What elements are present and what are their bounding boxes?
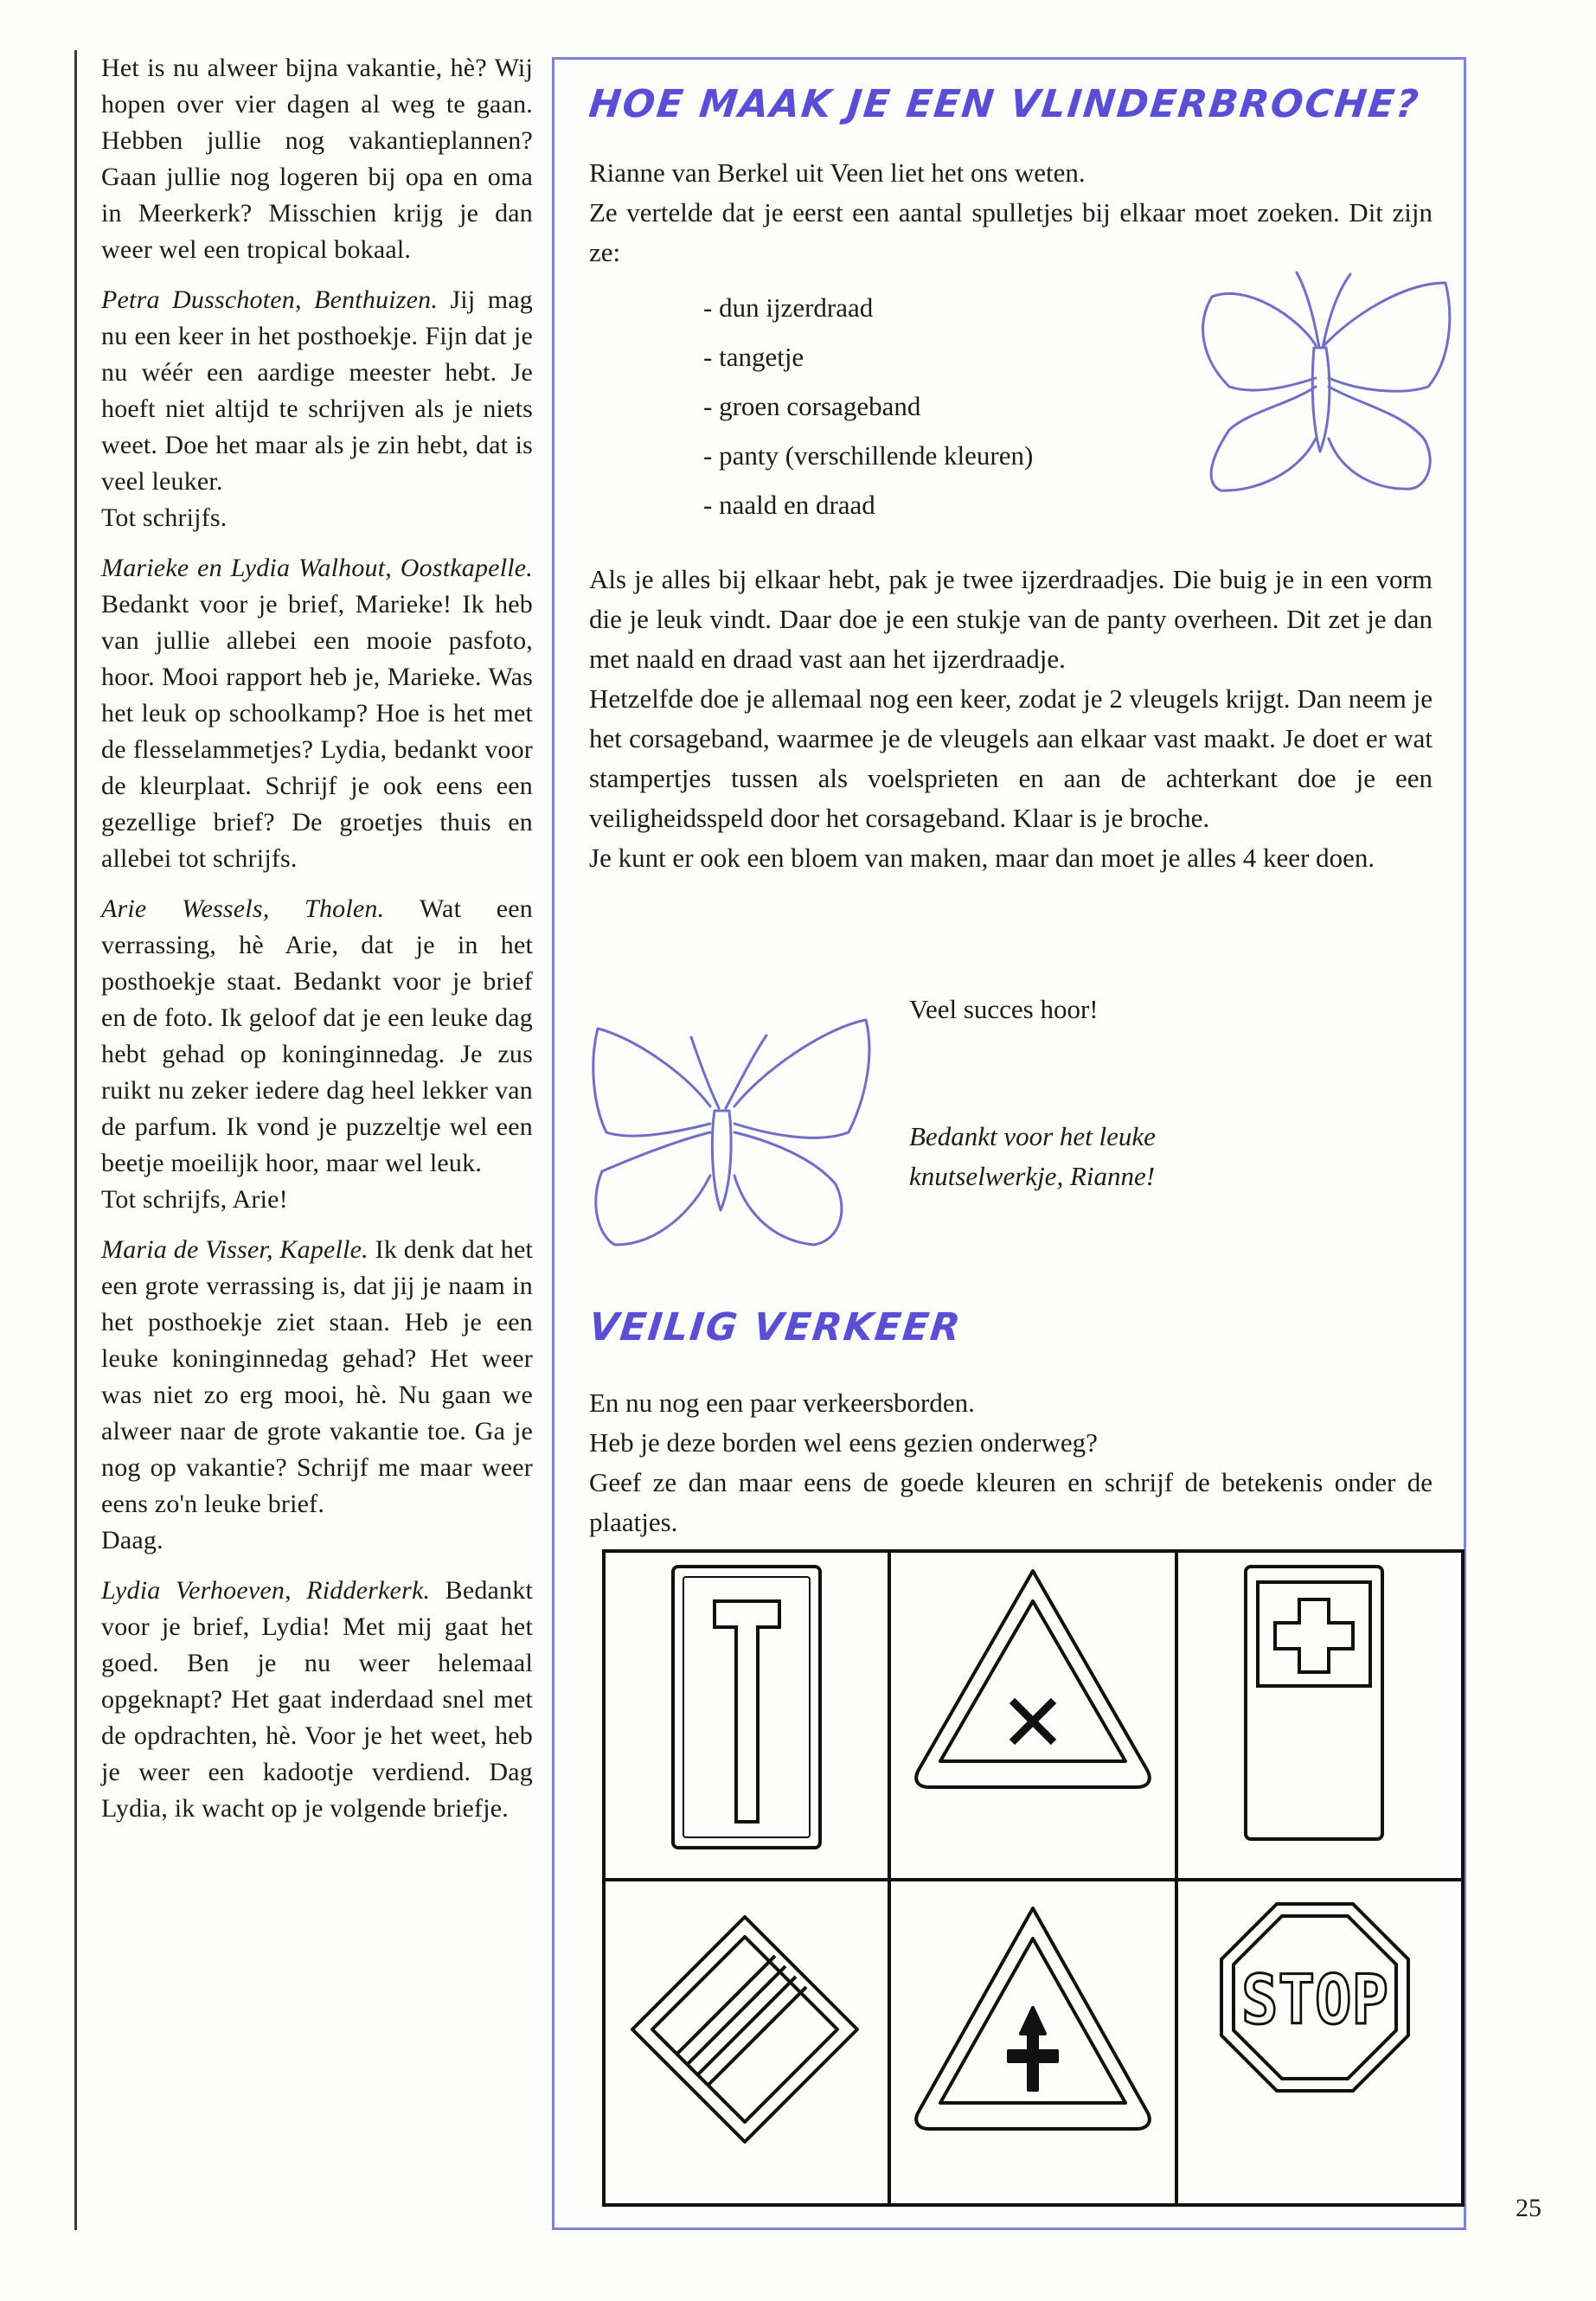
first-aid-sign	[1246, 1567, 1382, 1839]
letter-closing: Daag.	[101, 1526, 163, 1554]
letter-text: Bedankt voor je brief, Marieke! Ik heb van jullie allebei een mooie pasfoto, hoor. Mooi rapport heb je, Marieke. Was het leuk op schoolkamp? Hoe is het met de flesselammetjes? Lydia, bedankt voor de kleurplaat. Schrijf je ook eens een gezellige brief? De groetjes thuis en allebei tot schrijfs.	[101, 590, 533, 873]
traffic-intro	[589, 1383, 1433, 1542]
letters-column	[74, 50, 533, 2230]
letter-petra	[101, 282, 533, 536]
priority-junction-sign	[916, 1908, 1150, 2129]
letter-text: Het is nu alweer bijna vakantie, hè? Wij hopen over vier dagen al weg te gaan. Hebben jullie nog vakantieplannen? Gaan jullie nog logeren bij opa en oma in Meerkerk? Misschien krijg je dan weer wel een tropical bokaal.	[101, 54, 533, 264]
letter-text: Bedankt voor je brief, Lydia! Met mij gaat het goed. Ben je nu weer helemaal opgeknapt? Het gaat inderdaad snel met de opdrachten, hè. Voor je het weet, heb je weer een kadootje verdiend. Dag Lydia, ik wacht op je volgende briefje.	[101, 1576, 533, 1823]
traffic-intro-line: Heb je deze borden wel eens gezien onderweg?	[589, 1427, 1098, 1458]
list-item: - naald en draad	[703, 480, 1033, 529]
letter-intro	[101, 50, 533, 268]
letter-text: Wat een verrassing, hè Arie, dat je in het posthoekje staat. Bedankt voor je brief en de foto. Ik geloof dat je een leuke dag hebt gehad op koninginnedag. Je zus ruikt nu zeker iedere dag heel lekker van de parfum. Ik vond je puzzeltje wel een beetje moeilijk hoor, maar wel leuk.	[101, 894, 533, 1177]
thanks-note: Bedankt voor het leuke knutselwerkje, Rianne!	[909, 1121, 1156, 1191]
stop-sign-text: STOP	[1241, 1962, 1388, 2040]
craft-step: Hetzelfde doe je allemaal nog een keer, zodat je 2 vleugels krijgt. Dan neem je het corsageband, waarmee je de vleugels aan elkaar vast maakt. Je doet er wat stampertjes tussen als voelsprieten en aan de achterkant doe je een veiligheidsspeld door het corsageband. Klaar is je broche.	[589, 683, 1433, 833]
list-item: - panty (verschillende kleuren)	[703, 431, 1033, 480]
letter-recipient: Arie Wessels, Tholen.	[101, 894, 420, 923]
craft-intro-line: Rianne van Berkel uit Veen liet het ons weten.	[589, 157, 1086, 188]
crossroads-warning-sign	[916, 1571, 1150, 1787]
craft-steps	[589, 560, 1433, 878]
materials-list	[703, 283, 1033, 529]
traffic-intro-line: En nu nog een paar verkeersborden.	[589, 1388, 975, 1418]
list-item: - tangetje	[703, 332, 1033, 381]
letter-arie	[101, 891, 533, 1218]
success-note: Veel succes hoor!	[909, 994, 1099, 1024]
letter-recipient: Maria de Visser, Kapelle.	[101, 1235, 375, 1264]
traffic-intro-line: Geef ze dan maar eens de goede kleuren en schrijf de betekenis onder de plaatjes.	[589, 1467, 1433, 1537]
craft-intro-line: Ze vertelde dat je eerst een aantal spulletjes bij elkaar moet zoeken. Dit zijn ze:	[589, 197, 1433, 267]
list-item: - groen corsageband	[703, 381, 1033, 431]
letter-closing: Tot schrijfs.	[101, 503, 228, 532]
butterfly-drawing	[589, 1011, 875, 1253]
traffic-sign-grid	[602, 1549, 1465, 2207]
letter-closing: Tot schrijfs, Arie!	[101, 1185, 288, 1214]
craft-title: HOE MAAK JE EEN VLINDERBROCHE?	[586, 82, 1422, 126]
craft-step: Je kunt er ook een bloem van maken, maar dan moet je alles 4 keer doen.	[589, 843, 1375, 873]
butterfly-drawing	[1195, 266, 1454, 499]
craft-step: Als je alles bij elkaar hebt, pak je twee ijzerdraadjes. Die buig je in een vorm die je leuk vindt. Daar doe je een stukje van de panty overheen. Dit zet je dan met naald en draad vast aan het ijzerdraadje.	[589, 564, 1433, 674]
letter-recipient: Petra Dusschoten, Benthuizen.	[101, 285, 451, 314]
letter-recipient: Lydia Verhoeven, Ridderkerk.	[101, 1576, 445, 1605]
dead-end-sign	[673, 1567, 820, 1848]
letter-walhout	[101, 550, 533, 877]
craft-and-traffic-panel	[552, 57, 1466, 2230]
traffic-title: VEILIG VERKEER	[586, 1305, 965, 1349]
letter-text: Ik denk dat het een grote verrassing is, dat jij je naam in het posthoekje ziet staan. Heb je een leuke koninginnedag gehad? Het weer was niet zo erg mooi, hè. Nu gaan we alweer naar de grote vakantie toe. Ga je nog op vakantie? Schrijf me maar weer eens zo'n leuke brief.	[101, 1235, 533, 1518]
end-of-priority-road-sign	[632, 1917, 857, 2142]
letter-recipient: Marieke en Lydia Walhout, Oostkapelle.	[101, 554, 533, 582]
list-item: - dun ijzerdraad	[703, 283, 1033, 332]
letter-text: Jij mag nu een keer in het posthoekje. Fijn dat je nu wéér een aardige meester hebt. Je hoeft niet altijd te schrijven als je niets weet. Doe het maar als je zin hebt, dat is veel leuker.	[101, 285, 533, 496]
craft-intro	[589, 153, 1433, 272]
letter-lydia	[101, 1573, 533, 1827]
page-number: 25	[1516, 2194, 1542, 2222]
letter-maria	[101, 1232, 533, 1559]
